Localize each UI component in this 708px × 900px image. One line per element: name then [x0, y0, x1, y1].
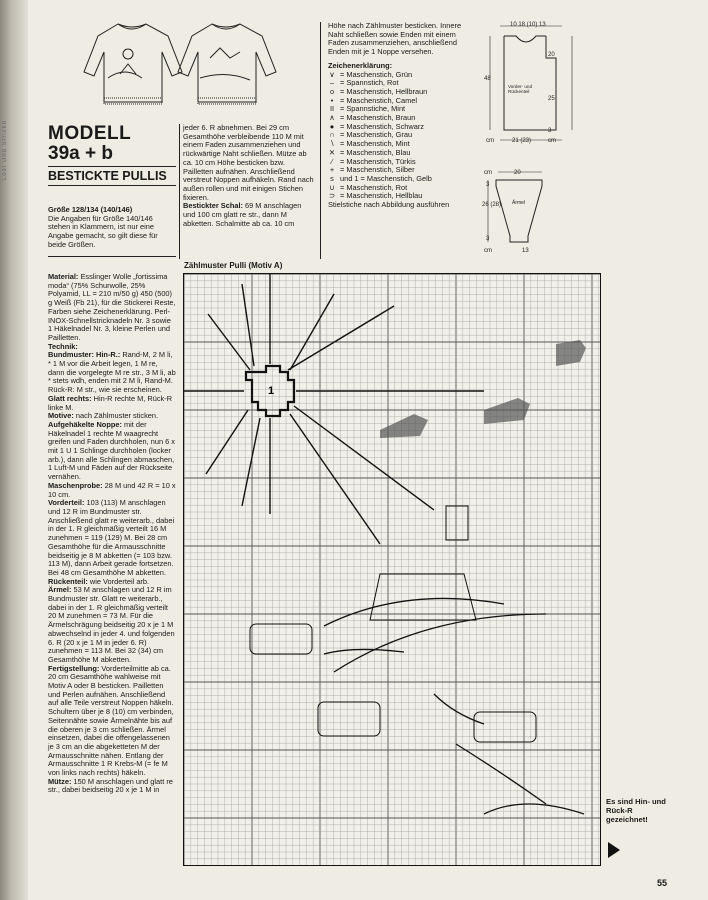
sleeve-schematic	[482, 166, 582, 256]
sizes-heading: Größe 128/134 (140/146)	[48, 205, 133, 214]
legend-text: = Spannstich, Rot	[340, 78, 399, 88]
instruction-paragraph	[48, 395, 176, 412]
model-title: MODELL	[48, 123, 132, 144]
legend-symbol: s	[330, 173, 334, 183]
instruction-text: 69 M anschlagen und 100 cm glatt re str., dann M abketten. Schalmitte ab ca. 10 cm	[183, 201, 302, 228]
instruction-text: jeder 6. R abnehmen. Bei 29 cm Gesamthöhe verbleibende 110 M mit einem Faden zusammenziehen und rückwärtige Naht schließen. Mütze ab ca. 10 cm Höhe besticken bzw. Pailletten aufnähen. Anschließend verstreut Noppen aufhäkeln. Rand nach außen rollen und mit einigen Stichen fixieren.	[183, 123, 314, 202]
legend-symbol: +	[329, 165, 335, 175]
instruction-paragraph	[48, 482, 176, 499]
instruction-label: Mütze:	[48, 776, 72, 786]
schem-sleeve-left3: 3	[486, 236, 490, 242]
instruction-text: 103 (113) M anschlagen und 12 R im Bundmuster str. Anschließend glatt re weiterarb., dabei in der 1. R gleichmäßig verteilt 16 M zunehmen = 119 (129) M. Bei 28 cm Gesamthöhe für die Armausschnitte beidseitig je 8 M abketten (= 103 bzw. 113 M), dann Arbeit gerade fortsetzen. Bei 48 cm Gesamthöhe M abketten.	[48, 498, 175, 577]
col3-intro: Höhe nach Zählmuster besticken. Innere Naht schließen sowie Enden mit einem Faden zusammenziehen, anschließend Enden mit je 1 Noppe versehen.	[328, 21, 462, 57]
column-divider	[320, 22, 321, 259]
schem-body-small: 3	[548, 128, 552, 134]
spine-text: Lost Und Strickn	[2, 120, 8, 181]
legend-symbol: ∕	[331, 156, 333, 166]
sizes-block	[48, 206, 176, 250]
schem-sleeve-unit: cm	[484, 170, 492, 176]
instruction-label: Rückenteil:	[48, 576, 88, 586]
legend-text: = Maschenstich, Silber	[340, 165, 415, 175]
back-sweater-sketch	[178, 24, 276, 104]
instructions-column-2	[183, 124, 315, 228]
cross-stitch-chart	[183, 273, 601, 866]
chart-title: Zählmuster Pulli (Motiv A)	[184, 261, 283, 270]
legend-text: = Maschenstich, Türkis	[340, 156, 416, 166]
instruction-text: 28 M und 42 R = 10 x 10 cm.	[48, 480, 176, 499]
schem-body-right1: 20	[548, 52, 555, 58]
legend-symbol: –	[329, 78, 335, 88]
instruction-label: Vorderteil:	[48, 498, 85, 508]
landscape-lines	[324, 598, 584, 814]
legend-heading: Zeichenerklärung:	[328, 60, 393, 70]
instruction-text: 53 M anschlagen und 12 R im Bundmuster str. Glatt re weiterarb., dabei in der 1. R gleichmäßig verteilt 20 M zunehmen = 73 M. Für die Ärmelschrägung beidseitig 20 x je 1 M abwechselnd in jeder 4. und folgenden 6. R (20 x je 1 M in jeder 6. R) zunehmen = 113 M. Bei 32 (34) cm Gesamthöhe M abketten.	[48, 585, 175, 664]
model-number: 39a + b	[48, 144, 176, 167]
schem-body-bottom: 21 (23)	[512, 138, 532, 144]
legend-text: = Maschenstich, Grau	[340, 130, 413, 140]
instruction-label: Technik:	[48, 341, 78, 351]
sweater-illustrations	[80, 18, 280, 110]
legend-text: = Maschenstich, Schwarz	[340, 121, 424, 131]
instruction-text: 150 M anschlagen und glatt re str., dabei beidseitig 20 x je 1 M in	[48, 776, 173, 795]
schem-body-right2: 25	[548, 96, 555, 102]
instruction-text: Esslinger Wolle „fortissima moda“ (75% Schurwolle, 25% Polyamid, LL = 210 m/50 g) 450 (500) g Weiß (Fb 21), für die Stickerei Reste, Farben siehe Zeichenerklärung. Perl-INOX-Schnellstricknadeln Nr. 3 sowie 1 Häkelnadel Nr. 3, kleine Perlen und Pailletten.	[48, 272, 176, 342]
schem-sleeve-bottom: 13	[522, 248, 529, 254]
legend-symbol: II	[329, 104, 335, 114]
sun-motif	[184, 274, 484, 544]
instruction-text: Hin-R rechte M, Rück-R linke M.	[48, 393, 173, 412]
instruction-text: nach Zählmuster sticken.	[73, 411, 159, 421]
book-spine	[0, 0, 28, 900]
instruction-label: Aufgehäkelte Noppe:	[48, 419, 122, 429]
chart-grid-svg	[184, 274, 601, 866]
legend-footer: Stielstiche nach Abbildung ausführen	[328, 200, 450, 210]
instruction-paragraph	[48, 778, 176, 795]
legend-text: = Spannstiche, Mint	[340, 104, 406, 114]
instruction-paragraph	[48, 665, 176, 778]
instruction-label: Fertigstellung:	[48, 663, 100, 673]
instruction-paragraph	[48, 273, 176, 343]
legend-text: = Maschenstich, Hellblau	[340, 191, 423, 201]
schem-body-unit: cm	[486, 138, 494, 144]
arrow-right-icon	[608, 842, 620, 858]
instruction-paragraph	[48, 586, 176, 664]
instruction-label: Bundmuster: Hin-R.:	[48, 350, 121, 360]
instruction-label: Bestickter Schal:	[183, 201, 243, 211]
legend-symbol: ∪	[329, 182, 335, 192]
page-number: 55	[657, 878, 668, 888]
instruction-text: Rand-M, 2 M li, * 1 M vor die Arbeit legen, 1 M re, dann die vorgelegte M re str., 3 M li, ab * stets wdh, enden mit 2 M li, Rand-M. Rück-R: M str., wie sie erscheinen.	[48, 350, 176, 395]
instructions-column-1	[48, 273, 176, 795]
schem-body-label: Vorder- und Rückenteil	[508, 84, 533, 94]
cloud-motifs	[380, 340, 586, 438]
legend-symbol: ∧	[329, 113, 335, 123]
legend-text: = Maschenstich, Camel	[340, 95, 418, 105]
legend-text: = Maschenstich, Blau	[340, 147, 411, 157]
legend-symbol: •	[330, 95, 334, 105]
schem-body-unit-right: cm	[548, 138, 556, 144]
instruction-text: Vorderteilmitte ab ca. 20 cm Gesamthöhe wahlweise mit Motiv A oder B besticken. Pailletten und Perlen aufnähen. Anschließend auf alle Teile verstreut Noppen häkeln. Schultern über je 8 (10) cm verbinden, Seitennähte sowie Ärmelnähte bis auf die oberen je 3 cm schließen. Ärmel einsetzen, dabei die offengelassenen je 3 cm an die abgeketteten M der Armausschnitte nähen. Entlang der Armausschnitte 1 R Krebs-M (= fe M von links nach rechts) häkeln.	[48, 663, 174, 778]
side-note: Es sind Hin- und Rück-R gezeichnet!	[606, 797, 666, 824]
legend-text: = Maschenstich, Grün	[340, 69, 413, 79]
legend-text: = Maschenstich, Rot	[340, 182, 408, 192]
legend-text: = Maschenstich, Braun	[340, 113, 416, 123]
front-sweater-sketch	[84, 24, 182, 104]
legend-symbol: ●	[329, 121, 335, 131]
instruction-label: Motive:	[48, 411, 74, 421]
legend-symbol: ⊃	[328, 191, 336, 201]
instruction-paragraph	[183, 124, 315, 202]
instructions-column-3	[328, 22, 478, 210]
legend-text: und 1 = Maschenstich, Gelb	[340, 173, 432, 183]
schem-sleeve-unit-bottom: cm	[484, 248, 492, 254]
schem-sleeve-top: 20	[514, 170, 521, 176]
instruction-label: Ärmel:	[48, 585, 72, 595]
model-subtitle: BESTICKTE PULLIS	[48, 170, 176, 186]
sun-center-marker: 1	[268, 385, 275, 397]
divider	[48, 256, 176, 257]
legend-symbol: ✕	[328, 147, 336, 157]
instruction-text: mit der Häkelnadel 1 rechte M waagrecht greifen und Faden durchholen, nun 6 x mit 1 U 1 Schlinge durchholen (locker arb.), dann alle Schlingen abmaschen, 1 Luft-M und Fäden auf der Rückseite vernähen.	[48, 419, 175, 482]
legend-list	[328, 71, 478, 202]
column-divider	[179, 124, 180, 259]
schem-sleeve-label: Ärmel	[512, 200, 526, 206]
instruction-paragraph	[48, 351, 176, 395]
sizes-text: Die Angaben für Größe 140/146 stehen in Klammern, ist nur eine Angabe gemacht, so gilt diese für beide Größen.	[48, 213, 158, 249]
instruction-label: Maschenprobe:	[48, 480, 103, 490]
instruction-paragraph	[48, 499, 176, 577]
legend-text: = Maschenstich, Mint	[340, 139, 410, 149]
instruction-paragraph	[48, 421, 176, 482]
legend-text: = Maschenstich, Hellbraun	[340, 86, 428, 96]
legend-symbol: ∨	[329, 69, 335, 79]
schem-sleeve-left1: 3	[486, 182, 490, 188]
instruction-label: Glatt rechts:	[48, 393, 92, 403]
instruction-paragraph	[183, 202, 315, 228]
schem-body-top: 10 18 (10) 13	[510, 22, 546, 28]
instruction-label: Material:	[48, 272, 79, 281]
legend-symbol: o	[329, 86, 335, 96]
model-title-block	[48, 124, 176, 186]
instruction-text: wie Vorderteil arb.	[87, 576, 150, 586]
legend-symbol: ∩	[329, 130, 335, 140]
legend-symbol: ∖	[329, 139, 335, 149]
schem-sleeve-left2: 26 (28)	[482, 202, 502, 208]
schem-body-left: 48	[484, 76, 491, 82]
